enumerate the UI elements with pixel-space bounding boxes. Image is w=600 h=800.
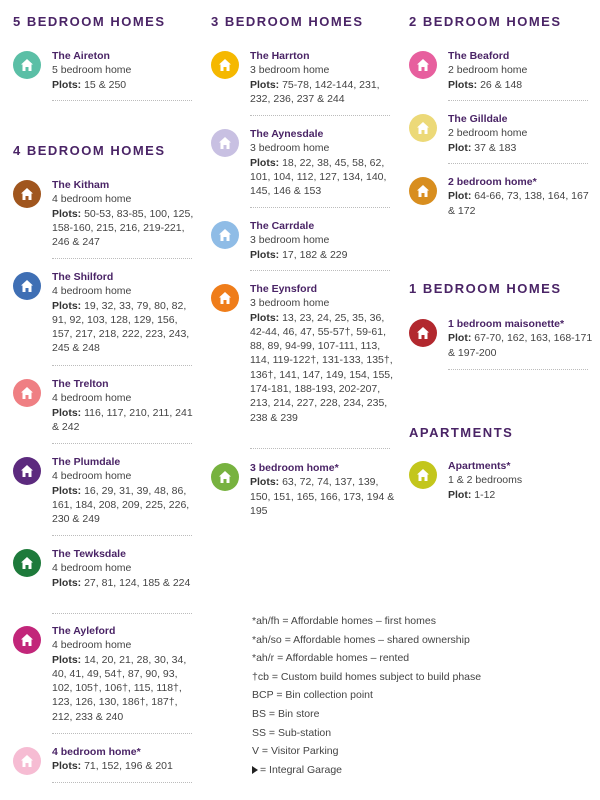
- plots-label: Plots:: [52, 653, 82, 666]
- heading-4-bedroom: 4 BEDROOM HOMES: [13, 143, 166, 158]
- legend-item: BS = Bin store: [252, 707, 320, 720]
- home-name: 2 bedroom home*: [448, 176, 537, 188]
- house-icon: [13, 180, 41, 208]
- plot-numbers: 50-53, 83-85, 100, 125, 158-160, 215, 216, 219-221, 246 & 247: [52, 207, 194, 249]
- legend-item: *ah/r = Affordable homes – rented: [252, 652, 410, 665]
- home-name: The Gilldale: [448, 113, 508, 125]
- legend-item: V = Visitor Parking: [252, 745, 339, 758]
- plot-numbers: 27, 81, 124, 185 & 224: [84, 576, 191, 589]
- home-type: 4 bedroom home: [52, 193, 132, 206]
- legend-item: *ah/so = Affordable homes – shared ownership: [252, 633, 470, 646]
- home-type: 3 bedroom home: [250, 142, 330, 155]
- house-icon: [211, 463, 239, 491]
- house-icon: [13, 626, 41, 654]
- house-icon: [13, 457, 41, 485]
- home-name: The Eynsford: [250, 283, 318, 295]
- plots-label: Plots:: [250, 156, 280, 169]
- house-icon: [409, 461, 437, 489]
- heading-2-bedroom: 2 BEDROOM HOMES: [409, 14, 562, 29]
- plots-label: Plots:: [250, 78, 280, 91]
- home-name: The Beaford: [448, 50, 510, 62]
- separator: [448, 163, 588, 164]
- house-icon: [211, 129, 239, 157]
- triangle-icon: [252, 766, 258, 774]
- home-type: 2 bedroom home: [448, 127, 528, 140]
- home-type: 5 bedroom home: [52, 64, 132, 77]
- legend-item: SS = Sub-station: [252, 726, 332, 739]
- plots-label: Plots:: [250, 248, 280, 261]
- plots-label: Plots:: [52, 78, 82, 91]
- separator: [52, 782, 192, 783]
- separator: [250, 448, 390, 449]
- heading-5-bedroom: 5 BEDROOM HOMES: [13, 14, 166, 29]
- legend-item-text: = Integral Garage: [260, 763, 343, 776]
- plot-numbers: 1-12: [474, 488, 496, 501]
- house-icon: [211, 221, 239, 249]
- house-icon: [13, 379, 41, 407]
- plots-label: Plots:: [250, 476, 280, 489]
- plot-numbers: 64-66, 73, 138, 164, 167 & 172: [448, 190, 589, 217]
- separator: [250, 115, 390, 116]
- house-icon: [409, 51, 437, 79]
- separator: [52, 733, 192, 734]
- plot-label: Plot:: [448, 190, 472, 203]
- legend-item: †cb = Custom build homes subject to build phase: [252, 670, 482, 683]
- plot-numbers: 26 & 148: [480, 78, 523, 91]
- home-name: The Kitham: [52, 179, 110, 191]
- home-name: The Harrton: [250, 50, 310, 62]
- home-type: 4 bedroom home: [52, 562, 132, 575]
- plot-label: Plot:: [448, 332, 472, 345]
- home-name: The Aireton: [52, 50, 110, 62]
- plot-numbers: 37 & 183: [474, 141, 517, 154]
- legend: [252, 612, 481, 779]
- plots-label: Plots:: [52, 760, 82, 773]
- plots-label: Plots:: [52, 299, 82, 312]
- home-type: 4 bedroom home: [52, 639, 132, 652]
- plot-numbers: 67-70, 162, 163, 168-171 & 197-200: [448, 332, 593, 359]
- home-name: The Carrdale: [250, 220, 315, 232]
- plot-numbers: 13, 23, 24, 25, 35, 36, 42-44, 46, 47, 55-57†, 59-61, 88, 89, 94-99, 107-111, 113, 114, 119-122†, 131-133, 135†, 136†, 141, 147, 149, 154, 155, 174-181, 188-193, 202-207, 213, 214, 227, 228, 234, 235, 238 & 239: [250, 311, 394, 424]
- plots-label: Plots:: [250, 311, 280, 324]
- plot-numbers: 75-78, 142-144, 231, 232, 236, 237 & 244: [250, 78, 380, 105]
- house-icon: [13, 272, 41, 300]
- home-type: 3 bedroom home: [250, 234, 330, 247]
- heading-1-bedroom: 1 BEDROOM HOMES: [409, 281, 562, 296]
- separator: [52, 100, 192, 101]
- house-icon: [409, 319, 437, 347]
- house-icon: [409, 177, 437, 205]
- home-type: 3 bedroom home: [250, 64, 330, 77]
- heading-3-bedroom: 3 BEDROOM HOMES: [211, 14, 364, 29]
- separator: [448, 100, 588, 101]
- plot-numbers: 71, 152, 196 & 201: [84, 760, 173, 773]
- heading-apartments: APARTMENTS: [409, 425, 514, 440]
- house-icon: [13, 549, 41, 577]
- home-type: 4 bedroom home: [52, 285, 132, 298]
- home-name: The Plumdale: [52, 456, 121, 468]
- separator: [52, 365, 192, 366]
- home-name: 3 bedroom home*: [250, 462, 339, 474]
- plots-label: Plots:: [448, 78, 478, 91]
- plot-numbers: 63, 72, 74, 137, 139, 150, 151, 165, 166, 173, 194 & 195: [250, 476, 395, 517]
- separator: [250, 207, 390, 208]
- separator: [52, 443, 192, 444]
- plot-label: Plot:: [448, 141, 472, 154]
- plot-numbers: 14, 20, 21, 28, 30, 34, 40, 41, 49, 54†, 87, 90, 93, 102, 105†, 106†, 115, 118†, 123, 126, 130, 186†, 187†, 212, 233 & 240: [52, 653, 187, 723]
- plot-numbers: 17, 182 & 229: [282, 248, 348, 261]
- legend-item: BCP = Bin collection point: [252, 689, 373, 702]
- plots-label: Plots:: [52, 207, 82, 220]
- home-name: The Shilford: [52, 271, 114, 283]
- separator: [52, 258, 192, 259]
- plots-label: Plots:: [52, 406, 82, 419]
- plot-numbers: 116, 117, 210, 211, 241 & 242: [52, 406, 193, 433]
- home-name: The Tewksdale: [52, 548, 126, 560]
- plot-numbers: 15 & 250: [84, 78, 127, 91]
- separator: [52, 535, 192, 536]
- home-name: 4 bedroom home*: [52, 746, 141, 758]
- home-name: The Trelton: [52, 378, 109, 390]
- home-type: 4 bedroom home: [52, 470, 132, 483]
- home-type: 4 bedroom home: [52, 392, 132, 405]
- legend-item: *ah/fh = Affordable homes – first homes: [252, 615, 436, 627]
- house-icon: [13, 747, 41, 775]
- home-name: 1 bedroom maisonette*: [448, 318, 565, 330]
- home-type: 3 bedroom home: [250, 297, 330, 310]
- home-name: The Ayleford: [52, 625, 116, 637]
- home-type: 2 bedroom home: [448, 64, 528, 77]
- house-icon: [211, 284, 239, 312]
- home-name: The Aynesdale: [250, 128, 324, 140]
- separator: [52, 613, 192, 614]
- house-icon: [409, 114, 437, 142]
- home-name: Apartments*: [448, 460, 511, 472]
- plot-numbers: 19, 32, 33, 79, 80, 82, 91, 92, 103, 128, 129, 156, 157, 217, 218, 222, 223, 243, 245 & 248: [52, 299, 190, 355]
- plot-numbers: 16, 29, 31, 39, 48, 86, 161, 184, 208, 209, 225, 226, 230 & 249: [52, 484, 190, 526]
- house-icon: [211, 51, 239, 79]
- plots-label: Plots:: [52, 576, 82, 589]
- plots-label: Plots:: [52, 484, 82, 497]
- plot-numbers: 18, 22, 38, 45, 58, 62, 101, 104, 112, 127, 134, 140, 145, 146 & 153: [250, 156, 387, 198]
- plot-label: Plot:: [448, 488, 472, 501]
- house-icon: [13, 51, 41, 79]
- home-type: 1 & 2 bedrooms: [448, 474, 523, 487]
- separator: [250, 270, 390, 271]
- legend-item-integral-garage: [252, 761, 481, 780]
- separator: [448, 369, 588, 370]
